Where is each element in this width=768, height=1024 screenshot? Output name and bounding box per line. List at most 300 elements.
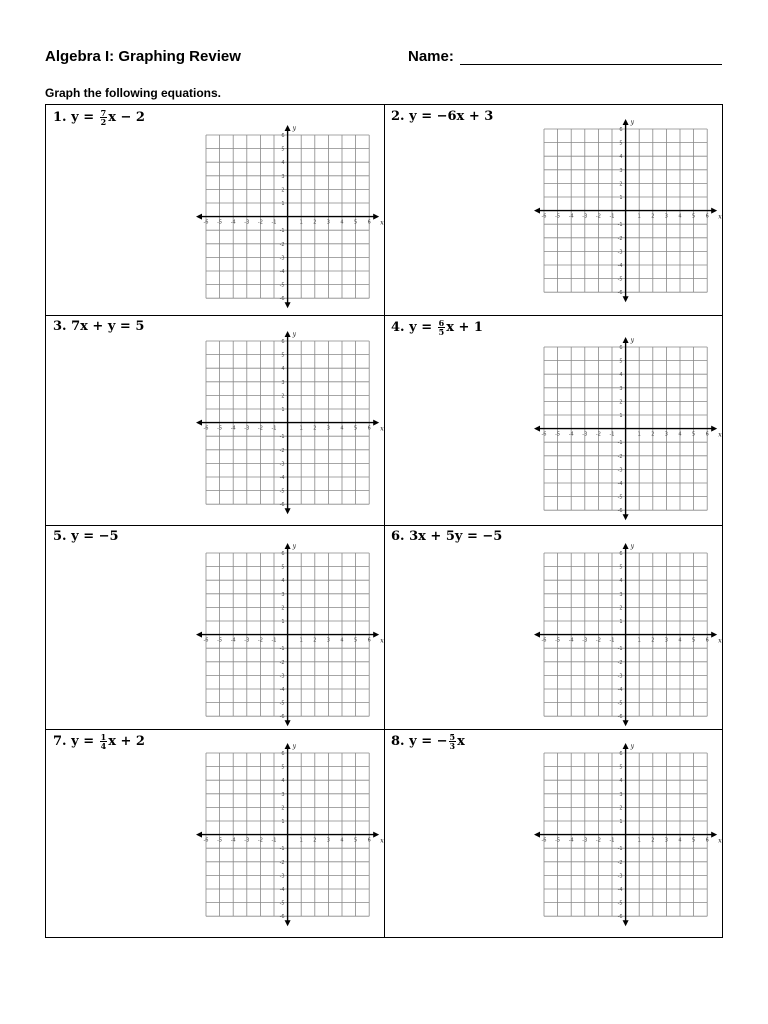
name-label: Name: bbox=[408, 48, 454, 65]
x-tick-label: 4 bbox=[340, 837, 344, 844]
y-tick-label: -6 bbox=[617, 914, 623, 921]
problem-number: 6. bbox=[391, 529, 405, 544]
y-tick-label: 1 bbox=[281, 407, 285, 413]
x-tick-label: -1 bbox=[271, 219, 277, 226]
x-tick-label: -1 bbox=[609, 213, 615, 220]
x-tick-label: 2 bbox=[313, 837, 317, 844]
y-tick-label: 1 bbox=[619, 619, 623, 625]
axis-arrow-icon bbox=[711, 632, 717, 638]
coordinate-plane[interactable] bbox=[534, 743, 720, 929]
equation-suffix: x + 1 bbox=[446, 320, 483, 335]
y-tick-label: 5 bbox=[281, 564, 285, 571]
y-tick-label: 5 bbox=[619, 764, 623, 771]
x-tick-label: -6 bbox=[541, 837, 547, 844]
x-axis-label: x bbox=[380, 425, 384, 433]
x-tick-label: 4 bbox=[340, 425, 344, 432]
y-tick-label: 6 bbox=[619, 127, 623, 133]
problem-number: 4. bbox=[391, 320, 405, 335]
y-tick-label: -1 bbox=[279, 434, 285, 441]
y-tick-label: 6 bbox=[281, 551, 285, 557]
graph-svg[interactable] bbox=[196, 125, 382, 311]
y-tick-label: 5 bbox=[281, 146, 285, 153]
coordinate-plane[interactable] bbox=[534, 337, 720, 523]
y-axis-label: y bbox=[630, 743, 634, 750]
x-tick-label: 3 bbox=[664, 213, 668, 220]
equation-prefix: y = bbox=[71, 734, 99, 749]
x-tick-label: -1 bbox=[609, 431, 615, 438]
problem-cell bbox=[384, 729, 724, 939]
x-tick-label: -6 bbox=[203, 837, 209, 844]
equation-label bbox=[53, 319, 144, 334]
y-tick-label: 6 bbox=[281, 751, 285, 757]
fraction-numerator: 1 bbox=[100, 732, 107, 742]
y-tick-label: -5 bbox=[617, 700, 623, 707]
axis-arrow-icon bbox=[534, 426, 540, 432]
y-tick-label: 2 bbox=[281, 187, 285, 194]
fraction-numerator: 5 bbox=[449, 732, 456, 742]
graph-svg[interactable] bbox=[534, 543, 720, 729]
x-tick-label: 4 bbox=[340, 637, 344, 644]
x-tick-label: 5 bbox=[692, 637, 696, 644]
x-tick-label: 3 bbox=[664, 637, 668, 644]
fraction-denominator: 3 bbox=[449, 741, 456, 751]
y-tick-label: -1 bbox=[279, 846, 285, 853]
y-tick-label: 2 bbox=[281, 393, 285, 400]
x-tick-label: -6 bbox=[541, 431, 547, 438]
y-tick-label: 5 bbox=[281, 352, 285, 359]
equation-fraction bbox=[100, 733, 108, 750]
x-tick-label: 5 bbox=[354, 637, 358, 644]
axis-arrow-icon bbox=[711, 832, 717, 838]
y-tick-label: 1 bbox=[619, 413, 623, 419]
y-tick-label: 4 bbox=[281, 366, 285, 373]
y-tick-label: 4 bbox=[619, 154, 623, 161]
x-tick-label: 2 bbox=[313, 425, 317, 432]
problem-cell bbox=[384, 105, 724, 315]
x-tick-label: 6 bbox=[705, 431, 709, 438]
axis-arrow-icon bbox=[623, 920, 629, 926]
x-tick-label: -6 bbox=[541, 213, 547, 220]
axis-arrow-icon bbox=[623, 337, 629, 343]
problem-number: 2. bbox=[391, 109, 405, 124]
equation-suffix: x bbox=[457, 734, 465, 749]
equation-label bbox=[53, 109, 145, 126]
page-title: Algebra I: Graphing Review bbox=[45, 48, 241, 65]
axis-arrow-icon bbox=[285, 743, 291, 749]
axis-arrow-icon bbox=[623, 743, 629, 749]
equation-prefix: 3x + 5y = −5 bbox=[409, 529, 503, 544]
equation-fraction bbox=[438, 319, 446, 336]
y-tick-label: -2 bbox=[279, 447, 285, 454]
axis-arrow-icon bbox=[285, 543, 291, 549]
x-tick-label: 4 bbox=[678, 837, 682, 844]
axis-arrow-icon bbox=[623, 543, 629, 549]
x-tick-label: 6 bbox=[367, 219, 371, 226]
y-tick-label: -4 bbox=[279, 475, 285, 481]
x-tick-label: 6 bbox=[705, 637, 709, 644]
y-tick-label: -4 bbox=[279, 269, 285, 275]
x-tick-label: 3 bbox=[326, 219, 330, 226]
y-tick-label: 2 bbox=[619, 399, 623, 406]
y-tick-label: -3 bbox=[617, 673, 623, 680]
y-tick-label: -1 bbox=[617, 440, 623, 447]
x-tick-label: 3 bbox=[664, 837, 668, 844]
y-tick-label: -1 bbox=[279, 228, 285, 235]
x-tick-label: -2 bbox=[595, 431, 601, 438]
x-tick-label: -1 bbox=[271, 837, 277, 844]
y-tick-label: -3 bbox=[617, 249, 623, 256]
axis-arrow-icon bbox=[534, 632, 540, 638]
axis-arrow-icon bbox=[373, 420, 379, 426]
x-tick-label: -3 bbox=[582, 213, 588, 220]
y-tick-label: -3 bbox=[617, 467, 623, 474]
problem-number: 8. bbox=[391, 734, 405, 749]
x-tick-label: -2 bbox=[257, 219, 263, 226]
y-tick-label: -2 bbox=[617, 453, 623, 460]
x-axis-label: x bbox=[380, 637, 384, 645]
y-tick-label: 2 bbox=[281, 805, 285, 812]
x-tick-label: 2 bbox=[651, 637, 655, 644]
y-tick-label: 6 bbox=[619, 751, 623, 757]
equation-fraction bbox=[100, 109, 108, 126]
equation-prefix: y = −5 bbox=[71, 529, 119, 544]
x-tick-label: -4 bbox=[230, 425, 236, 432]
x-tick-label: -1 bbox=[609, 837, 615, 844]
fraction-numerator: 6 bbox=[438, 318, 445, 328]
x-tick-label: 5 bbox=[692, 213, 696, 220]
y-tick-label: -6 bbox=[279, 296, 285, 303]
y-tick-label: -4 bbox=[617, 687, 623, 693]
x-tick-label: -6 bbox=[203, 637, 209, 644]
graph-svg[interactable] bbox=[534, 119, 720, 305]
x-tick-label: -4 bbox=[568, 837, 574, 844]
axis-arrow-icon bbox=[285, 920, 291, 926]
y-tick-label: 6 bbox=[619, 345, 623, 351]
y-tick-label: 3 bbox=[281, 791, 285, 798]
x-tick-label: 2 bbox=[313, 219, 317, 226]
y-axis-label: y bbox=[292, 331, 296, 338]
problem-cell bbox=[46, 315, 384, 525]
y-tick-label: -1 bbox=[279, 646, 285, 653]
x-tick-label: -3 bbox=[582, 431, 588, 438]
axis-arrow-icon bbox=[196, 632, 202, 638]
y-tick-label: 3 bbox=[619, 791, 623, 798]
x-tick-label: -5 bbox=[217, 425, 223, 432]
y-tick-label: -5 bbox=[279, 282, 285, 289]
y-tick-label: -6 bbox=[279, 914, 285, 921]
y-tick-label: -4 bbox=[279, 887, 285, 893]
x-tick-label: 3 bbox=[326, 425, 330, 432]
coordinate-plane[interactable] bbox=[196, 543, 382, 729]
y-axis-label: y bbox=[630, 119, 634, 126]
graph-svg[interactable] bbox=[196, 543, 382, 729]
y-tick-label: -4 bbox=[617, 481, 623, 487]
y-tick-label: 6 bbox=[281, 339, 285, 345]
y-tick-label: -2 bbox=[279, 241, 285, 248]
x-tick-label: 5 bbox=[354, 425, 358, 432]
y-tick-label: -2 bbox=[617, 659, 623, 666]
axis-arrow-icon bbox=[196, 832, 202, 838]
x-tick-label: -1 bbox=[271, 425, 277, 432]
graph-svg[interactable] bbox=[534, 743, 720, 929]
equation-label bbox=[391, 319, 483, 336]
x-tick-label: -5 bbox=[217, 637, 223, 644]
x-tick-label: 1 bbox=[299, 219, 303, 226]
equation-sign: − bbox=[436, 734, 448, 749]
y-tick-label: 4 bbox=[281, 578, 285, 585]
graph-svg[interactable] bbox=[534, 337, 720, 523]
axis-arrow-icon bbox=[623, 514, 629, 520]
x-tick-label: 5 bbox=[692, 431, 696, 438]
x-axis-label: x bbox=[380, 837, 384, 845]
problem-cell bbox=[46, 105, 384, 315]
y-tick-label: -6 bbox=[617, 714, 623, 721]
equation-prefix: y = −6x + 3 bbox=[409, 109, 494, 124]
x-tick-label: 2 bbox=[651, 213, 655, 220]
x-tick-label: -6 bbox=[203, 425, 209, 432]
y-tick-label: -1 bbox=[617, 846, 623, 853]
axis-arrow-icon bbox=[534, 832, 540, 838]
y-tick-label: 1 bbox=[281, 201, 285, 207]
equation-suffix: x + 2 bbox=[108, 734, 145, 749]
axis-arrow-icon bbox=[196, 420, 202, 426]
x-tick-label: -3 bbox=[582, 837, 588, 844]
problem-number: 7. bbox=[53, 734, 67, 749]
axis-arrow-icon bbox=[711, 208, 717, 214]
x-tick-label: 1 bbox=[637, 431, 641, 438]
coordinate-plane[interactable] bbox=[534, 119, 720, 305]
y-tick-label: -4 bbox=[617, 263, 623, 269]
y-tick-label: -6 bbox=[617, 508, 623, 515]
problem-cell bbox=[384, 315, 724, 525]
y-tick-label: -3 bbox=[279, 673, 285, 680]
y-tick-label: -5 bbox=[617, 900, 623, 907]
y-tick-label: -2 bbox=[617, 235, 623, 242]
x-tick-label: 2 bbox=[651, 837, 655, 844]
equation-prefix: y = bbox=[409, 734, 437, 749]
x-tick-label: -4 bbox=[568, 213, 574, 220]
coordinate-plane[interactable] bbox=[534, 543, 720, 729]
problem-cell bbox=[46, 525, 384, 729]
x-tick-label: 4 bbox=[340, 219, 344, 226]
equation-prefix: y = bbox=[409, 320, 437, 335]
x-tick-label: 3 bbox=[664, 431, 668, 438]
x-tick-label: -1 bbox=[271, 637, 277, 644]
problem-number: 1. bbox=[53, 110, 67, 125]
y-tick-label: 2 bbox=[619, 605, 623, 612]
y-tick-label: 4 bbox=[619, 578, 623, 585]
equation-prefix: y = bbox=[71, 110, 99, 125]
x-tick-label: 1 bbox=[299, 425, 303, 432]
y-tick-label: -5 bbox=[617, 276, 623, 283]
x-tick-label: 5 bbox=[354, 219, 358, 226]
y-tick-label: 1 bbox=[619, 819, 623, 825]
y-tick-label: 3 bbox=[281, 379, 285, 386]
y-tick-label: -6 bbox=[279, 714, 285, 721]
x-tick-label: -5 bbox=[555, 431, 561, 438]
equation-suffix: x − 2 bbox=[108, 110, 145, 125]
y-tick-label: -6 bbox=[279, 502, 285, 509]
axis-arrow-icon bbox=[623, 296, 629, 302]
equation-prefix: 7x + y = 5 bbox=[71, 319, 145, 334]
problems-table bbox=[45, 104, 723, 938]
y-axis-label: y bbox=[292, 125, 296, 132]
y-tick-label: 1 bbox=[281, 619, 285, 625]
x-tick-label: -5 bbox=[217, 219, 223, 226]
x-tick-label: 2 bbox=[651, 431, 655, 438]
x-tick-label: 4 bbox=[678, 637, 682, 644]
x-tick-label: -1 bbox=[609, 637, 615, 644]
x-tick-label: 4 bbox=[678, 213, 682, 220]
y-tick-label: 2 bbox=[619, 181, 623, 188]
x-tick-label: -2 bbox=[257, 637, 263, 644]
x-tick-label: 1 bbox=[299, 837, 303, 844]
y-tick-label: 3 bbox=[281, 591, 285, 598]
x-tick-label: -6 bbox=[203, 219, 209, 226]
equation-label bbox=[391, 109, 493, 124]
y-tick-label: -1 bbox=[617, 222, 623, 229]
y-tick-label: -5 bbox=[279, 700, 285, 707]
y-tick-label: -3 bbox=[279, 461, 285, 468]
y-tick-label: 5 bbox=[619, 564, 623, 571]
y-tick-label: -3 bbox=[617, 873, 623, 880]
y-tick-label: 2 bbox=[281, 605, 285, 612]
x-tick-label: -2 bbox=[257, 425, 263, 432]
x-tick-label: -2 bbox=[595, 637, 601, 644]
x-axis-label: x bbox=[380, 219, 384, 227]
problem-cell bbox=[384, 525, 724, 729]
y-tick-label: 4 bbox=[281, 778, 285, 785]
y-tick-label: 3 bbox=[619, 167, 623, 174]
equation-fraction bbox=[449, 733, 457, 750]
y-tick-label: 4 bbox=[619, 778, 623, 785]
equation-label bbox=[53, 733, 145, 750]
y-tick-label: 5 bbox=[281, 764, 285, 771]
y-tick-label: 2 bbox=[619, 805, 623, 812]
x-tick-label: -4 bbox=[568, 637, 574, 644]
axis-arrow-icon bbox=[285, 331, 291, 337]
y-tick-label: 1 bbox=[619, 195, 623, 201]
y-tick-label: 4 bbox=[281, 160, 285, 167]
x-tick-label: -3 bbox=[244, 219, 250, 226]
problem-number: 3. bbox=[53, 319, 67, 334]
x-tick-label: -4 bbox=[230, 219, 236, 226]
x-tick-label: -4 bbox=[230, 637, 236, 644]
x-tick-label: 2 bbox=[313, 637, 317, 644]
axis-arrow-icon bbox=[711, 426, 717, 432]
y-tick-label: -3 bbox=[279, 255, 285, 262]
y-tick-label: 6 bbox=[281, 133, 285, 139]
graph-svg[interactable] bbox=[196, 331, 382, 517]
x-tick-label: 1 bbox=[299, 637, 303, 644]
fraction-denominator: 2 bbox=[100, 117, 107, 127]
equation-label bbox=[53, 529, 119, 544]
y-axis-label: y bbox=[630, 337, 634, 344]
y-tick-label: 3 bbox=[281, 173, 285, 180]
y-tick-label: -6 bbox=[617, 290, 623, 297]
x-tick-label: 3 bbox=[326, 837, 330, 844]
x-tick-label: 1 bbox=[637, 637, 641, 644]
axis-arrow-icon bbox=[196, 214, 202, 220]
x-tick-label: -3 bbox=[244, 425, 250, 432]
y-tick-label: -2 bbox=[279, 659, 285, 666]
fraction-denominator: 4 bbox=[100, 741, 107, 751]
x-axis-label: x bbox=[718, 431, 722, 439]
equation-label bbox=[391, 529, 502, 544]
y-tick-label: -1 bbox=[617, 646, 623, 653]
problem-cell bbox=[46, 729, 384, 939]
equation-label bbox=[391, 733, 465, 750]
name-blank-line[interactable] bbox=[460, 64, 722, 65]
y-tick-label: -3 bbox=[279, 873, 285, 880]
x-tick-label: 6 bbox=[367, 637, 371, 644]
x-tick-label: -2 bbox=[257, 837, 263, 844]
x-tick-label: -4 bbox=[568, 431, 574, 438]
problem-number: 5. bbox=[53, 529, 67, 544]
coordinate-plane[interactable] bbox=[196, 743, 382, 929]
axis-arrow-icon bbox=[285, 720, 291, 726]
x-tick-label: -4 bbox=[230, 837, 236, 844]
y-tick-label: -4 bbox=[617, 887, 623, 893]
y-tick-label: 6 bbox=[619, 551, 623, 557]
y-tick-label: 5 bbox=[619, 358, 623, 365]
instructions: Graph the following equations. bbox=[45, 86, 221, 100]
coordinate-plane[interactable] bbox=[196, 331, 382, 517]
x-tick-label: -5 bbox=[555, 213, 561, 220]
x-axis-label: x bbox=[718, 837, 722, 845]
y-tick-label: -5 bbox=[617, 494, 623, 501]
x-tick-label: -2 bbox=[595, 213, 601, 220]
x-tick-label: 4 bbox=[678, 431, 682, 438]
x-tick-label: 3 bbox=[326, 637, 330, 644]
axis-arrow-icon bbox=[285, 302, 291, 308]
y-tick-label: 3 bbox=[619, 385, 623, 392]
x-tick-label: 1 bbox=[637, 213, 641, 220]
x-tick-label: -6 bbox=[541, 637, 547, 644]
coordinate-plane[interactable] bbox=[196, 125, 382, 311]
y-axis-label: y bbox=[630, 543, 634, 550]
y-tick-label: 1 bbox=[281, 819, 285, 825]
graph-svg[interactable] bbox=[196, 743, 382, 929]
x-tick-label: 1 bbox=[637, 837, 641, 844]
y-axis-label: y bbox=[292, 543, 296, 550]
axis-arrow-icon bbox=[373, 214, 379, 220]
y-tick-label: -5 bbox=[279, 900, 285, 907]
y-tick-label: 5 bbox=[619, 140, 623, 147]
x-tick-label: 6 bbox=[705, 837, 709, 844]
axis-arrow-icon bbox=[623, 119, 629, 125]
x-tick-label: 6 bbox=[367, 837, 371, 844]
y-axis-label: y bbox=[292, 743, 296, 750]
x-tick-label: 5 bbox=[354, 837, 358, 844]
y-tick-label: -2 bbox=[617, 859, 623, 866]
x-tick-label: 6 bbox=[367, 425, 371, 432]
x-tick-label: -5 bbox=[555, 837, 561, 844]
x-tick-label: -5 bbox=[217, 837, 223, 844]
axis-arrow-icon bbox=[534, 208, 540, 214]
x-tick-label: 6 bbox=[705, 213, 709, 220]
axis-arrow-icon bbox=[373, 832, 379, 838]
y-tick-label: -4 bbox=[279, 687, 285, 693]
x-tick-label: -5 bbox=[555, 637, 561, 644]
y-tick-label: 4 bbox=[619, 372, 623, 379]
y-tick-label: 3 bbox=[619, 591, 623, 598]
fraction-numerator: 7 bbox=[100, 108, 107, 118]
x-tick-label: -3 bbox=[582, 637, 588, 644]
x-axis-label: x bbox=[718, 637, 722, 645]
axis-arrow-icon bbox=[285, 125, 291, 131]
x-tick-label: -3 bbox=[244, 837, 250, 844]
